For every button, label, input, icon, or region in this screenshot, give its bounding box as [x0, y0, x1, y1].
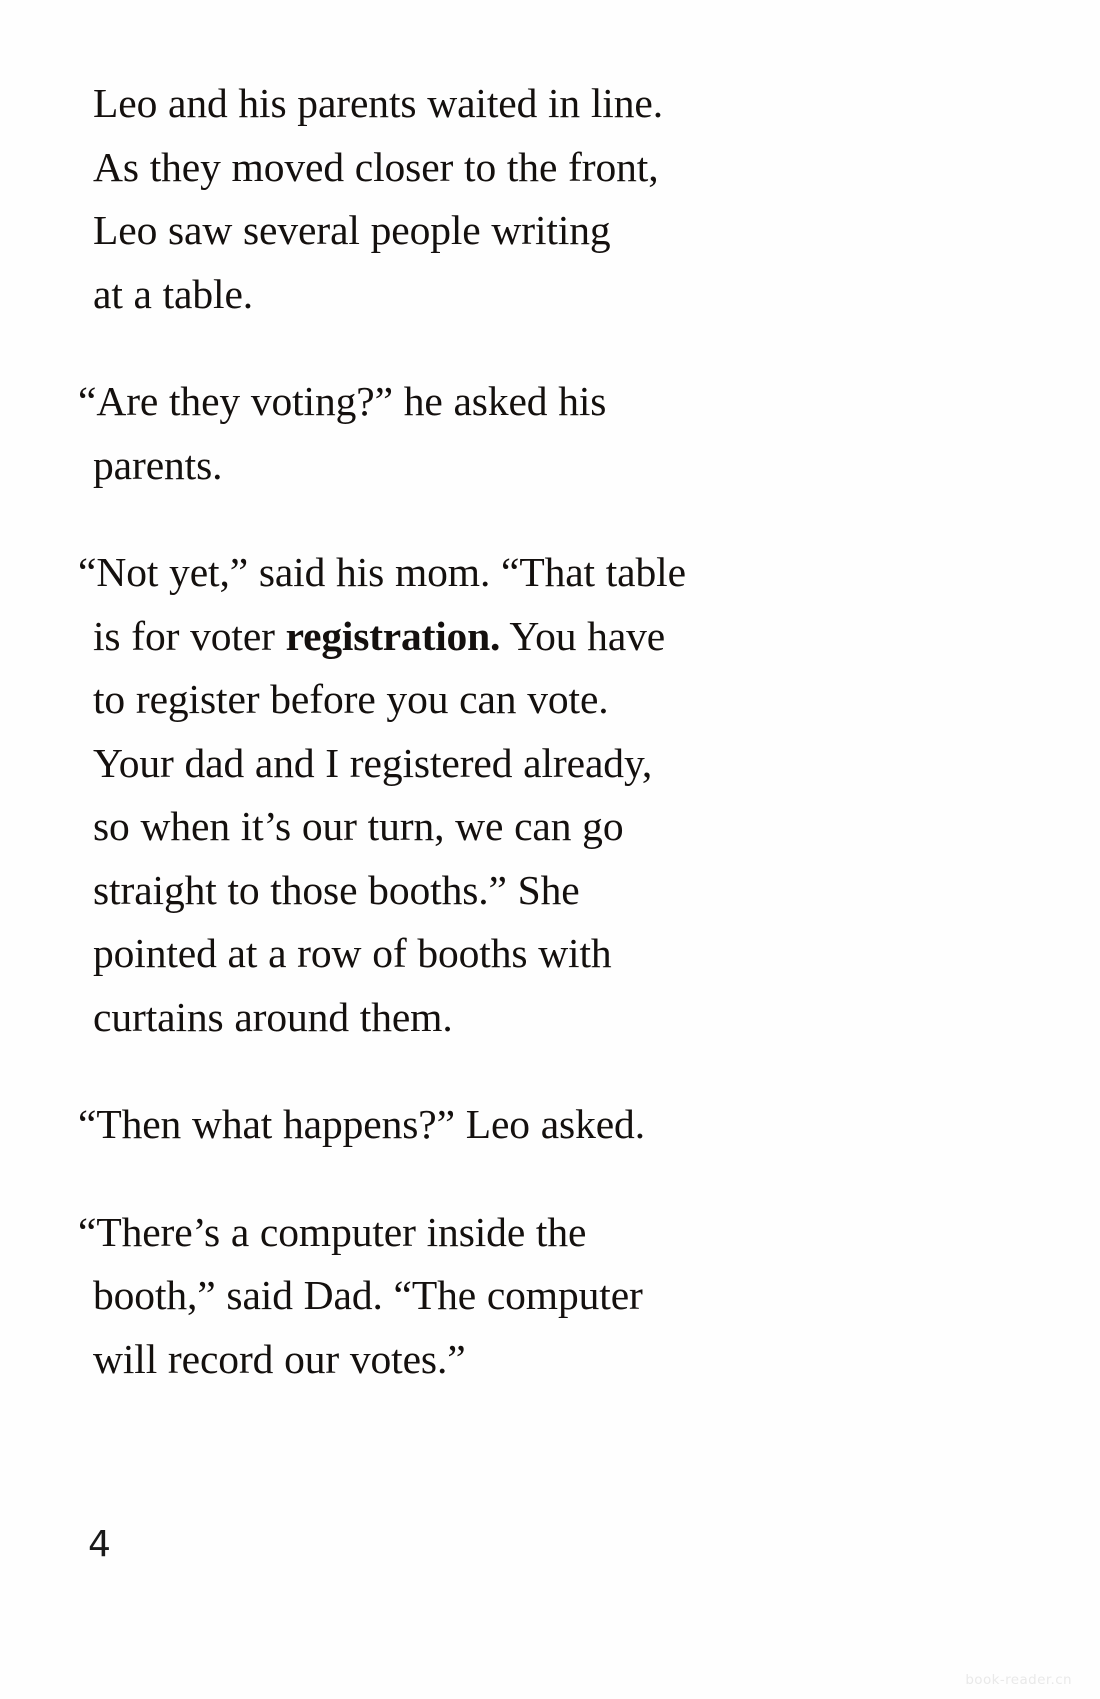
paragraph-2 — [78, 370, 853, 497]
site-watermark: book-reader.cn — [965, 1672, 1072, 1688]
text-line: parents. — [93, 441, 223, 488]
paragraph-5 — [78, 1201, 853, 1392]
page-number: 4 — [88, 1524, 111, 1565]
bold-vocabulary-term: registration. — [285, 612, 501, 659]
text-line: so when it’s our turn, we can go — [93, 803, 624, 849]
text-line-with-bold-term — [93, 605, 853, 669]
text-line: to register before you can vote. — [93, 676, 609, 722]
text-line: Leo and his parents waited in line. — [93, 80, 663, 126]
text-line: Leo saw several people writing — [93, 207, 611, 253]
text-line: straight to those booths.” She — [93, 866, 580, 913]
text-line: “Then what happens?” Leo asked. — [78, 1101, 645, 1147]
text-line: As they moved closer to the front, — [93, 143, 659, 190]
text-line: pointed at a row of booths with — [93, 930, 612, 976]
text-line: “Not yet,” said his mom. “That table — [78, 549, 686, 595]
text-segment: is for voter — [93, 612, 286, 659]
paragraph-1 — [93, 72, 853, 326]
text-line: will record our votes.” — [93, 1335, 466, 1382]
text-line: booth,” said Dad. “The computer — [93, 1272, 643, 1318]
text-line: “Are they voting?” he asked his — [78, 378, 607, 424]
text-line: curtains around them. — [93, 993, 453, 1040]
paragraph-3 — [78, 541, 853, 1049]
text-line: “There’s a computer inside the — [78, 1208, 587, 1255]
paragraph-4 — [78, 1093, 853, 1157]
page-body-text — [78, 72, 853, 1391]
text-line: Your dad and I registered already, — [93, 739, 653, 786]
text-line: at a table. — [93, 270, 254, 317]
text-segment: You have — [500, 612, 666, 659]
